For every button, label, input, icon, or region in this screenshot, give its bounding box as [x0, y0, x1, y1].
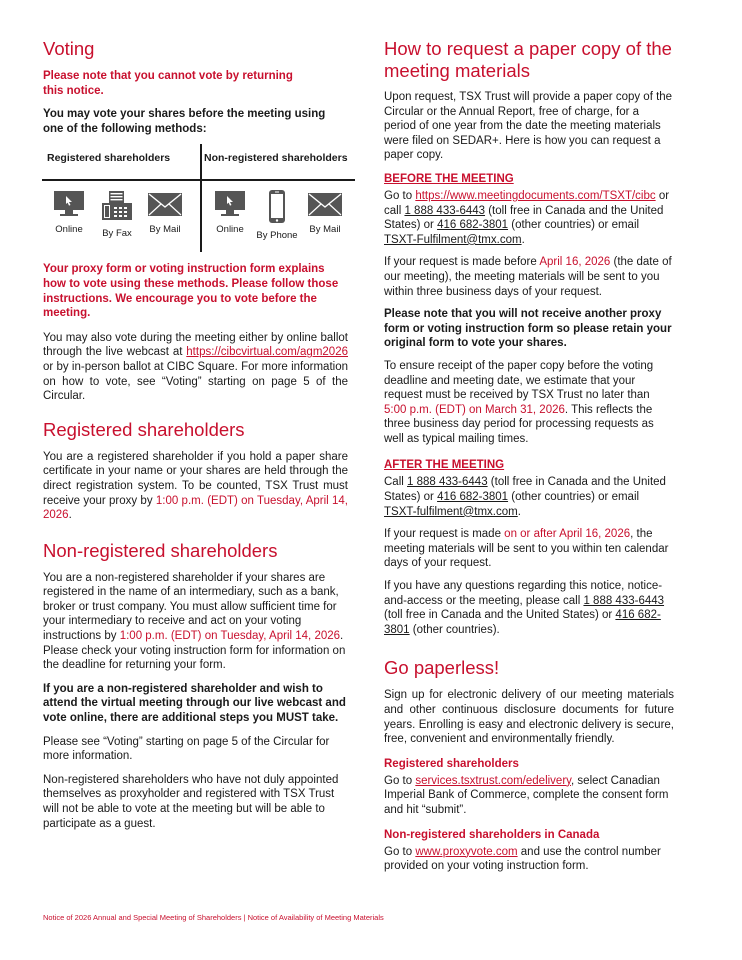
table-divider [42, 179, 355, 181]
retain-form-note: Please note that you will not receive another proxy form or voting instruction form so please retain your original form to vote your shares. [384, 308, 672, 350]
paperless-registered-text: Go to services.tsxtrust.com/edelivery, select Canadian Imperial Bank of Commerce, complete the consent form and hit “submit”. [384, 774, 669, 816]
registered-header: Registered shareholders [47, 152, 171, 165]
nonregistered-text: You are a non-registered shareholder if your shares are registered in the name of an intermediary, such as a bank, broker or trust company. You must allow sufficient time for your intermediary to receive and act on your voting instructions by 1:00 p.m. (EDT) on Tuesday, April 14, 2026. Please check your voting instruction form for information on the deadline for returning your form. [43, 571, 346, 672]
left-column [43, 38, 348, 831]
fax-icon [99, 190, 135, 222]
after-meeting-timing: If your request is made on or after April 16, 2026, the meeting materials will be sent to you within ten calendar days of your request. [384, 528, 669, 570]
right-column [384, 38, 674, 874]
registered-heading: Registered shareholders [43, 418, 245, 440]
nonregistered-header: Non-registered shareholders [204, 152, 348, 165]
phone-toll-free-link[interactable]: 1 888 433-6443 [583, 594, 665, 607]
meeting-documents-link[interactable]: https://www.meetingdocuments.com/TSXT/cibc [415, 189, 656, 202]
nonregistered-deadline: 1:00 p.m. (EDT) on Tuesday, April 14, 2026 [119, 630, 341, 643]
voting-methods-table [42, 144, 355, 252]
envelope-icon [307, 190, 343, 218]
method-mail-registered: By Mail [140, 190, 190, 235]
phone-toll-free-link[interactable]: 1 888 433-6443 [407, 476, 488, 489]
method-fax-registered: By Fax [92, 190, 142, 239]
before-meeting-label: BEFORE THE MEETING [384, 172, 514, 185]
method-online-registered: Online [44, 190, 94, 235]
monitor-icon [51, 190, 87, 218]
edelivery-link[interactable]: services.tsxtrust.com/edelivery [415, 774, 572, 787]
fulfilment-email-link[interactable]: TSXT-Fulfilment@tmx.com [384, 233, 522, 246]
paperless-intro: Sign up for electronic delivery of our meeting materials and other continuous disclosure documents for future years. Enrolling is easy and electronic delivery is secure, free, convenient and environmentally friendly. [384, 689, 674, 746]
voting-intro: You may vote your shares before the meeting using one of the following methods: [43, 108, 326, 135]
see-voting-note: Please see “Voting” starting on page 5 of the Circular for more information. [43, 735, 330, 763]
phone-other-link[interactable]: 416 682-3801 [384, 609, 661, 636]
phone-icon [259, 190, 295, 224]
paper-copy-intro: Upon request, TSX Trust will provide a paper copy of the Circular or the Annual Report, free of charge, for a period of one year from the date the meeting materials were filed on SEDAR+. Here is how you can request a paper copy. [384, 91, 673, 162]
paperless-nonregistered-label: Non-registered shareholders in Canada [384, 828, 600, 841]
webcast-link[interactable]: https://cibcvirtual.com/agm2026 [186, 346, 348, 359]
registered-text: You are a registered shareholder if you hold a paper share certificate in your name or your shares are held through the direct registration system. To be counted, TSX Trust must receive your proxy by 1:00 p.m. (EDT) on Tuesday, April 14, 2026. [43, 450, 348, 522]
method-phone-nonregistered: By Phone [252, 190, 302, 241]
phone-toll-free-link[interactable]: 1 888 433-6443 [404, 204, 486, 217]
phone-other-link[interactable]: 416 682-3801 [437, 491, 509, 504]
before-meeting-timing: If your request is made before April 16, 2026 (the date of our meeting), the meeting materials will be sent to you within three business days of your request. [384, 256, 672, 298]
method-online-nonregistered: Online [205, 190, 255, 235]
phone-other-link[interactable]: 416 682-3801 [437, 219, 509, 232]
after-meeting-label: AFTER THE MEETING [384, 459, 505, 472]
after-meeting-date: on or after April 16, 2026 [504, 528, 631, 541]
after-meeting-text: Call 1 888 433-6443 (toll free in Canada and the United States) or 416 682-3801 (other countries) or email TSXT-fulfilment@tmx.com. [384, 476, 666, 518]
envelope-icon [147, 190, 183, 218]
questions-text: If you have any questions regarding this notice, notice-and-access or the meeting, please call 1 888 433-6443 (toll free in Canada and the United States) or 416 682-3801 (other countries). [384, 580, 665, 636]
method-mail-nonregistered: By Mail [300, 190, 350, 235]
before-meeting-text: Go to https://www.meetingdocuments.com/TSXT/cibc or call 1 888 433-6443 (toll free in Canada and the United States) or 416 682-3801 (other countries) or email TSXT-Fulfilment@tmx.com. [384, 189, 670, 246]
page-footer: Notice of 2026 Annual and Special Meeting of Shareholders | Notice of Availability of Meeting Materials [43, 913, 384, 922]
registered-deadline: 1:00 p.m. (EDT) on Tuesday, April 14, 2026 [43, 494, 348, 522]
go-paperless-heading: Go paperless! [384, 657, 500, 679]
fulfilment-email-link[interactable]: TSXT-fulfilment@tmx.com [384, 505, 518, 518]
proxyvote-link[interactable]: www.proxyvote.com [415, 845, 518, 858]
paperless-registered-label: Registered shareholders [384, 757, 519, 770]
voting-note: Please note that you cannot vote by returning this notice. [43, 70, 293, 97]
proxy-form-note: Your proxy form or voting instruction form explains how to vote using these methods. Please follow those instructions. We encourage you to vote before the meeting. [43, 263, 339, 320]
vote-during-meeting: You may also vote during the meeting either by online ballot through the live webcast at https://cibcvirtual.com/agm2026 or by in-person ballot at CIBC Square. For more information on how to vote, see “Voting” starting on page 5 of the Circular. [43, 331, 348, 403]
request-deadline: 5:00 p.m. (EDT) on March 31, 2026 [384, 403, 565, 416]
paper-copy-heading: How to request a paper copy of the meeting materials [384, 38, 672, 81]
meeting-date: April 16, 2026 [539, 256, 611, 269]
voting-heading: Voting [43, 38, 95, 59]
paperless-nonregistered-text: Go to www.proxyvote.com and use the control number provided on your voting instruction form. [384, 845, 661, 873]
monitor-icon [212, 190, 248, 218]
guest-note: Non-registered shareholders who have not duly appointed themselves as proxyholder and registered with TSX Trust will not be able to vote at the meeting but will be able to participate as a guest. [43, 773, 339, 830]
virtual-meeting-note: If you are a non-registered shareholder and wish to attend the virtual meeting through our live webcast and vote online, there are additional steps you MUST take. [43, 682, 346, 725]
ensure-receipt-text: To ensure receipt of the paper copy before the voting deadline and meeting date, we estimate that your request must be received by TSX Trust no later than 5:00 p.m. (EDT) on March 31, 2026. This reflects the three business day period for processing requests as well as typical mailing times. [384, 359, 654, 445]
nonregistered-heading: Non-registered shareholders [43, 539, 278, 561]
table-column-divider [200, 144, 202, 252]
